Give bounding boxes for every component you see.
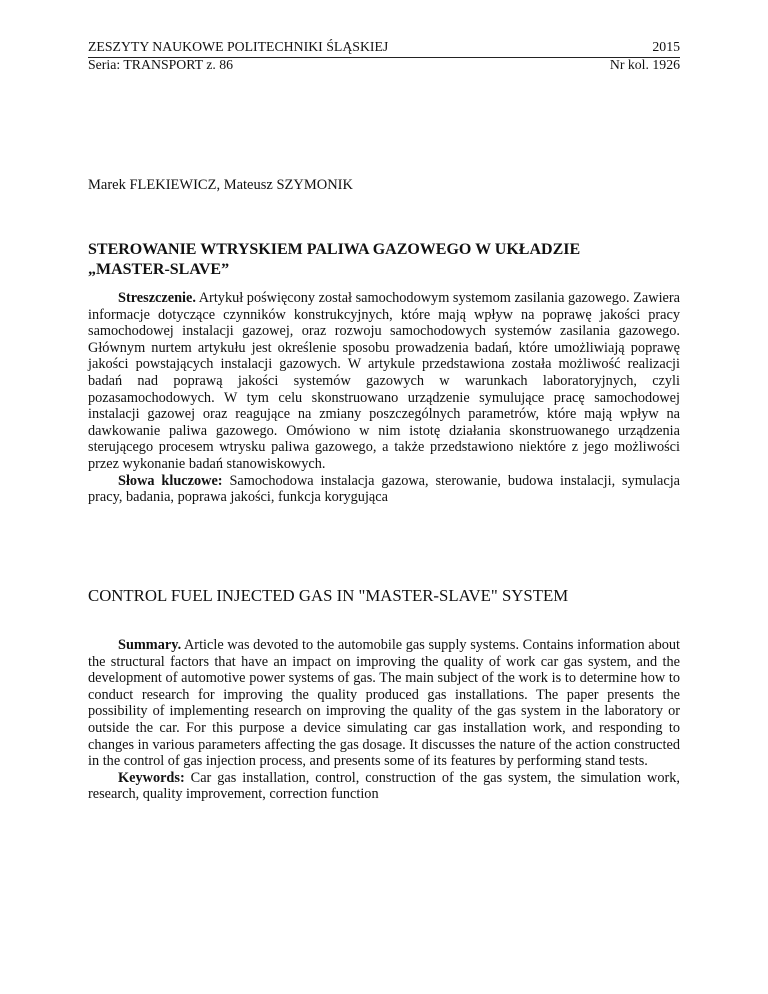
- journal-year: 2015: [652, 39, 680, 54]
- journal-name: ZESZYTY NAUKOWE POLITECHNIKI ŚLĄSKIEJ: [88, 39, 389, 54]
- keywords-polish-label: Słowa kluczowe:: [118, 472, 223, 489]
- abstract-english-text: Article was devoted to the automobile gas supply systems. Contains information about the structural factors that have an impact on improving the quality of work car gas system, and the development of automotive power systems of gas. The main subject of the work is to determine how to conduct research for improving the quality produced gas installations. The paper presents the possibility of implementing research on improving the quality of the gas system in the laboratory or outside the car. For this purpose a device simulating car gas installation work, and responding to changes in various parameters affecting the gas dosage. It discusses the nature of the action constructed in the control of gas injection process, and presents some of its features by performing stand tests.: [88, 637, 680, 770]
- authors: Marek FLEKIEWICZ, Mateusz SZYMONIK: [88, 177, 353, 193]
- keywords-polish: [88, 473, 680, 506]
- title-polish-line2: „MASTER-SLAVE”: [88, 261, 230, 278]
- abstract-english: [88, 637, 680, 803]
- abstract-english-label: Summary.: [118, 637, 182, 653]
- abstract-polish-body: [88, 290, 680, 473]
- journal-number: Nr kol. 1926: [609, 57, 680, 72]
- title-english: CONTROL FUEL INJECTED GAS IN "MASTER-SLAVE" SYSTEM: [88, 586, 569, 605]
- abstract-english-body: [88, 637, 680, 770]
- abstract-polish-text: Artykuł poświęcony został samochodowym systemom zasilania gazowego. Zawiera informacje dotyczące czynników konstrukcyjnych, które mają wpływ na poprawę jakości pracy samochodowej instalacji gazowej, oraz rozwoju samochodowych systemów zasilania gazowego. Głównym nurtem artykułu jest określenie sposobu prowadzenia badań, które umożliwiają poprawę jakości powstających instalacji gazowych. W artykule przedstawiona została możliwość realizacji badań nad poprawą jakości systemów gazowych w warunkach laboratoryjnych, czyli pozasamochodowych. W tym celu skonstruowano urządzenie symulujące pracę samochodowej instalacji gazowej oraz reagujące na zmiany poszczególnych parametrów, które mają wpływ na dawkowanie paliwa gazowego. Omówiono w nim istotę działania skonstruowanego urządzenia sterującego procesem wtrysku paliwa gazowego, a także przedstawiono niektóre z jego możliwości przez wykonanie badań stanowiskowych.: [88, 290, 680, 472]
- keywords-polish-text: Samochodowa instalacja gazowa, sterowanie, budowa instalacji, symulacja pracy, badania, poprawa jakości, funkcja korygująca: [88, 472, 681, 506]
- title-polish: [88, 240, 688, 280]
- header-rule: [88, 57, 680, 58]
- journal-header: [88, 38, 680, 74]
- abstract-polish-label: Streszczenie.: [118, 290, 196, 306]
- keywords-english-text: Car gas installation, control, construction of the gas system, the simulation work, research, quality improvement, correction function: [88, 769, 680, 803]
- title-polish-line1: STEROWANIE WTRYSKIEM PALIWA GAZOWEGO W UKŁADZIE: [88, 241, 581, 258]
- keywords-english: [88, 770, 680, 803]
- journal-series: Seria: TRANSPORT z. 86: [88, 57, 234, 72]
- abstract-polish: [88, 290, 680, 506]
- keywords-english-label: Keywords:: [118, 769, 185, 786]
